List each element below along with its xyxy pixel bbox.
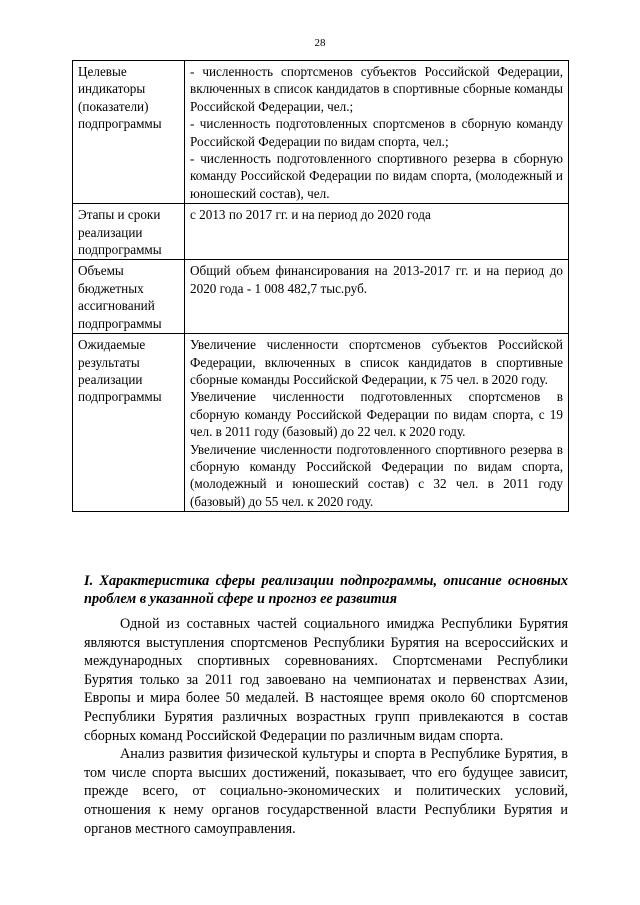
body-paragraph: Одной из составных частей социального имиджа Республики Бурятия являются выступления спортсменов Республики Бурятия на всероссийских и международных спортивных соревнованиях. Спортсменами Республики Бурятия только за 2011 год завоевано на чемпионатах и первенствах Азии, Европы и мира более 50 медалей. В настоящее время около 60 спортсменов Республики Бурятия различных возрастных групп привлекаются в состав сборных команд Российской Федерации по различным видам спорта. — [84, 616, 568, 744]
body-paragraph: Анализ развития физической культуры и спорта в Республике Бурятия, в том числе спорта высших достижений, показывает, что его будущее зависит, прежде всего, от социально-экономических и политических условий, отношения к нему органов государственной власти Республики Бурятия и органов местного самоуправления. — [84, 746, 568, 837]
table-row-budget — [73, 260, 569, 334]
page-number: 28 — [314, 37, 326, 49]
row-label: Объемы бюджетных ассигнований подпрограммы — [73, 260, 185, 334]
section-characteristics — [84, 572, 568, 838]
value-paragraph: - численность спортсменов субъектов Российской Федерации, включенных в список кандидатов в спортивные сборные команды Российской Федерации, чел.; — [190, 64, 563, 114]
row-label: Этапы и сроки реализации подпрограммы — [73, 204, 185, 260]
subprogram-passport-table — [72, 60, 569, 512]
row-value — [185, 260, 569, 334]
row-label: Ожидаемые результаты реализации подпрограммы — [73, 334, 185, 512]
value-paragraph: Увеличение численности подготовленных спортсменов в сборную команду Российской Федерации по видам спорта, с 19 чел. в 2011 году (базовый) до 22 чел. к 2020 году. — [190, 389, 563, 440]
value-paragraph: Общий объем финансирования на 2013-2017 гг. и на период до 2020 года - 1 008 482,7 тыс.руб. — [190, 263, 563, 296]
value-paragraph: Увеличение численности подготовленного спортивного резерва в сборную команду Российской Федерации по видам спорта, (молодежный и юношеский состав) с 32 чел. в 2011 году (базовый) до 55 чел. к 2020 году. — [190, 441, 563, 509]
row-value — [185, 334, 569, 512]
section-heading: I. Характеристика сферы реализации подпрограммы, описание основных проблем в указанной сфере и прогноз ее развития — [84, 573, 568, 607]
table-row-expected-results — [73, 334, 569, 512]
value-paragraph: - численность подготовленных спортсменов в сборную команду Российской Федерации по видам спорта, чел.; — [190, 116, 563, 149]
row-value — [185, 204, 569, 260]
value-paragraph: с 2013 по 2017 гг. и на период до 2020 года — [190, 207, 431, 223]
row-value — [185, 61, 569, 204]
row-label: Целевые индикаторы (показатели) подпрограммы — [73, 61, 185, 204]
value-paragraph: - численность подготовленного спортивного резерва в сборную команду Российской Федерации по видам спорта, (молодежный и юношеский состав), чел. — [190, 151, 563, 201]
value-paragraph: Увеличение численности спортсменов субъектов Российской Федерации, включенных в список кандидатов в спортивные сборные команды Российской Федерации, к 75 чел. в 2020 году. — [190, 337, 563, 387]
table-row-target-indicators — [73, 61, 569, 204]
table-row-stages-terms — [73, 204, 569, 260]
